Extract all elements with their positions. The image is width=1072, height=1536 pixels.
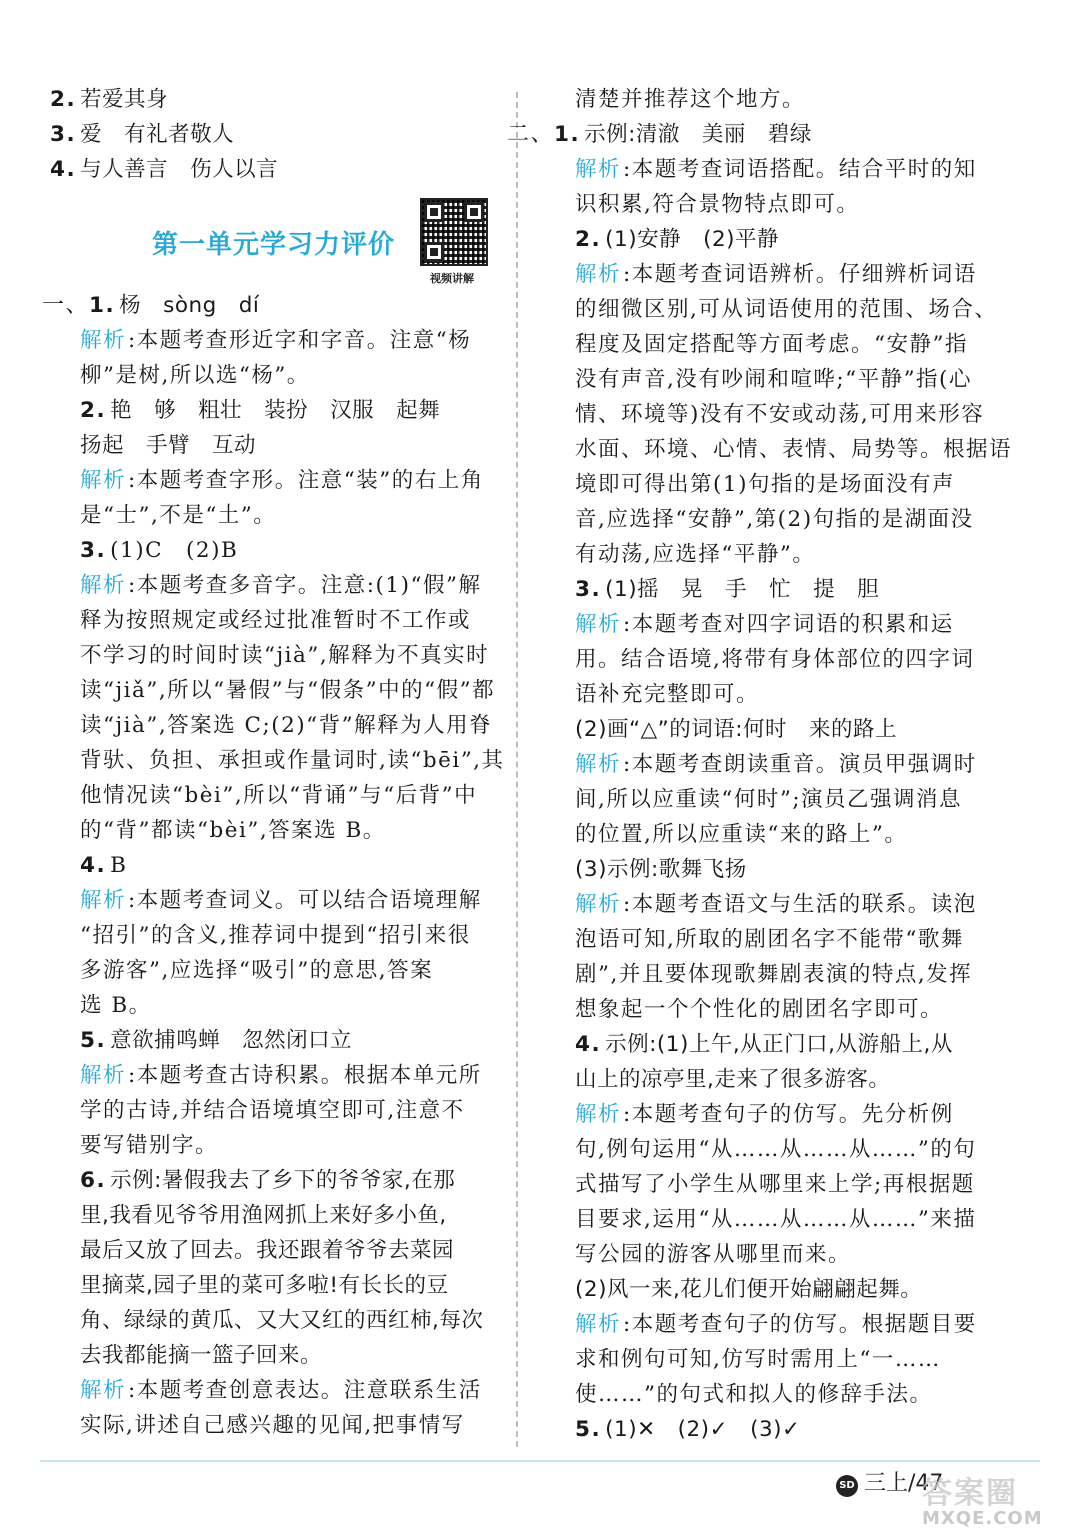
line-text: 杨 sòng dí — [119, 293, 260, 318]
line-text: 剧”,并且要体现歌舞剧表演的特点,发挥 — [575, 962, 973, 987]
analysis-line — [545, 152, 985, 187]
analysis-line — [50, 323, 490, 358]
line-text: 程度及固定搭配等方面考虑。“安静”指 — [575, 332, 968, 357]
answer-line — [545, 782, 985, 817]
analysis-label: 解析 — [80, 468, 127, 493]
answer-line — [50, 1198, 490, 1233]
answer-line — [545, 1272, 985, 1307]
line-text: 选 B。 — [80, 993, 152, 1018]
answer-line — [545, 467, 985, 502]
answer-line — [545, 817, 985, 852]
answer-line — [50, 1408, 490, 1443]
line-text: 水面、环境、心情、表情、局势等。根据语 — [575, 437, 1013, 462]
answer-line — [545, 397, 985, 432]
answer-line — [545, 1132, 985, 1167]
line-text: 柳”是树,所以选“杨”。 — [80, 363, 310, 388]
answer-line — [50, 533, 490, 568]
line-text: :本题考查词语搭配。结合平时的知 — [623, 157, 977, 182]
line-text: :本题考查语文与生活的联系。读泡 — [623, 892, 977, 917]
answer-line — [50, 498, 490, 533]
line-text: 意欲捕鸣蝉 忽然闭口立 — [110, 1028, 353, 1053]
analysis-label: 解析 — [575, 157, 622, 182]
analysis-label: 解析 — [575, 1312, 622, 1337]
answer-line — [545, 992, 985, 1027]
line-text: 要写错别字。 — [80, 1133, 219, 1158]
line-text: 清楚并推荐这个地方。 — [575, 87, 806, 112]
answer-line — [50, 1163, 490, 1198]
answer-line — [50, 393, 490, 428]
answer-line — [50, 848, 490, 883]
answer-line — [507, 117, 985, 152]
analysis-line — [545, 257, 985, 292]
answer-line — [545, 957, 985, 992]
answer-line — [50, 1268, 490, 1303]
left-answer-body — [42, 288, 505, 1443]
answer-line — [545, 677, 985, 712]
answer-line — [545, 292, 998, 327]
line-text: 里,我看见爷爷用渔网抓上来好多小鱼, — [80, 1203, 447, 1228]
line-text: :本题考查词义。可以结合语境理解 — [128, 888, 482, 913]
line-text: 最后又放了回去。我还跟着爷爷去菜园 — [80, 1238, 455, 1263]
line-text: 扬起 手臂 互动 — [80, 433, 257, 458]
line-text: (2)画“△”的词语:何时 来的路上 — [575, 717, 898, 742]
answer-line — [50, 778, 490, 813]
question-number: 6. — [80, 1168, 107, 1193]
answer-line — [50, 743, 505, 778]
line-text: 多游客”,应选择“吸引”的意思,答案 — [80, 958, 434, 983]
line-text: 语补充完整即可。 — [575, 682, 760, 707]
unit-heading: 第一单元学习力评价 — [152, 230, 396, 260]
left-column — [50, 82, 490, 187]
line-text: :本题考查朗读重音。演员甲强调时 — [623, 752, 977, 777]
section-number: 二、 — [507, 122, 555, 147]
analysis-label: 解析 — [80, 888, 127, 913]
line-text: 有动荡,应选择“平静”。 — [575, 542, 816, 567]
answer-line — [545, 712, 985, 747]
bottom-rule — [40, 1460, 1040, 1462]
answer-line — [50, 1093, 490, 1128]
line-text: :本题考查对四字词语的积累和运 — [623, 612, 954, 637]
line-text: :本题考查字形。注意“装”的右上角 — [128, 468, 484, 493]
analysis-line — [545, 747, 985, 782]
line-text: 的细微区别,可从词语使用的范围、场合、 — [575, 297, 998, 322]
analysis-label: 解析 — [575, 752, 622, 777]
question-number: 4. — [80, 853, 107, 878]
answer-line — [545, 1202, 985, 1237]
answer-line — [545, 1412, 985, 1447]
analysis-line — [50, 463, 490, 498]
answer-line — [545, 852, 985, 887]
right-answer-body — [507, 82, 1013, 1447]
answer-line: 4. 与人善言 伤人以言 — [50, 157, 279, 182]
line-text: :本题考查多音字。注意:(1)“假”解 — [128, 573, 482, 598]
answer-line — [545, 432, 1013, 467]
line-text: 间,所以应重读“何时”;演员乙强调消息 — [575, 787, 963, 812]
line-text: 背驮、负担、承担或作量词时,读“bēi”,其 — [80, 748, 505, 773]
answer-line — [50, 953, 490, 988]
page-number: 三上/47 — [864, 1471, 944, 1496]
question-number: 2. — [575, 227, 602, 252]
answer-line — [545, 502, 985, 537]
answer-line — [50, 1023, 490, 1058]
analysis-label: 解析 — [80, 1378, 127, 1403]
question-number: 1. — [89, 293, 116, 318]
line-text: 音,应选择“安静”,第(2)句指的是湖面没 — [575, 507, 974, 532]
answer-line: 3. 爱 有礼者敬人 — [50, 122, 235, 147]
line-text: 的“背”都读“bèi”,答案选 B。 — [80, 818, 386, 843]
line-text: :本题考查创意表达。注意联系生活 — [128, 1378, 482, 1403]
line-text: 示例:清澈 美丽 碧绿 — [584, 122, 812, 147]
analysis-label: 解析 — [80, 328, 127, 353]
line-text: B — [110, 853, 128, 878]
question-number: 4. — [575, 1032, 602, 1057]
line-text: 想象起一个个性化的剧团名字即可。 — [575, 997, 944, 1022]
line-text: “招引”的含义,推荐词中提到“招引来很 — [80, 923, 471, 948]
line-text: 情、环境等)没有不安或动荡,可用来形容 — [575, 402, 985, 427]
answer-line — [50, 638, 490, 673]
line-text: 境即可得出第(1)句指的是场面没有声 — [575, 472, 955, 497]
answer-line — [545, 187, 985, 222]
question-number: 1. — [554, 122, 581, 147]
answer-line — [545, 572, 985, 607]
analysis-line — [50, 1058, 490, 1093]
watermark — [922, 1468, 1062, 1530]
answer-line — [50, 428, 490, 463]
line-text: 泡语可知,所取的剧团名字不能带“歌舞 — [575, 927, 964, 952]
analysis-line — [545, 887, 985, 922]
answer-line — [50, 603, 490, 638]
line-text: 学的古诗,并结合语境填空即可,注意不 — [80, 1098, 465, 1123]
line-text: 不学习的时间时读“jià”,解释为不真实时 — [80, 643, 490, 668]
line-text: 式描写了小学生从哪里来上学;再根据题 — [575, 1172, 975, 1197]
line-text: :本题考查句子的仿写。根据题目要 — [623, 1312, 977, 1337]
line-text: (1)✕ (2)✓ (3)✓ — [605, 1417, 801, 1442]
line-text: 的位置,所以应重读“来的路上”。 — [575, 822, 908, 847]
section-number: 一、 — [42, 293, 90, 318]
analysis-label: 解析 — [80, 573, 127, 598]
publisher-badge: SD — [836, 1475, 858, 1497]
watermark-title: 答案圈 — [922, 1476, 1018, 1511]
answer-line — [545, 327, 985, 362]
line-text: :本题考查古诗积累。根据本单元所 — [128, 1063, 482, 1088]
line-text: 示例:暑假我去了乡下的爷爷家,在那 — [110, 1168, 456, 1193]
answer-line — [50, 1233, 490, 1268]
answer-line — [545, 362, 985, 397]
analysis-line — [50, 568, 490, 603]
line-text: (3)示例:歌舞飞扬 — [575, 857, 747, 882]
watermark-url: MXQE.COM — [922, 1508, 1043, 1529]
line-text: 角、绿绿的黄瓜、又大又红的西红柿,每次 — [80, 1308, 484, 1333]
analysis-line — [50, 883, 490, 918]
line-text: 句,例句运用“从……从……从……”的句 — [575, 1137, 977, 1162]
line-text: (1)安静 (2)平静 — [605, 227, 780, 252]
line-text: 读“jià”,答案选 C;(2)“背”解释为人用脊 — [80, 713, 493, 738]
answer-line — [545, 1027, 985, 1062]
line-text: 求和例句可知,仿写时需用上“一…… — [575, 1347, 941, 1372]
line-text: 识积累,符合景物特点即可。 — [575, 192, 860, 217]
answer-line — [545, 1062, 985, 1097]
analysis-label: 解析 — [80, 1063, 127, 1088]
line-text: (2)风一来,花儿们便开始翩翩起舞。 — [575, 1277, 923, 1302]
analysis-label: 解析 — [575, 612, 622, 637]
question-number: 2. — [80, 398, 107, 423]
line-text: (1)C (2)B — [110, 538, 239, 563]
line-text: :本题考查形近字和字音。注意“杨 — [128, 328, 472, 353]
qr-code-icon[interactable] — [420, 198, 488, 266]
line-text: 艳 够 粗壮 装扮 汉服 起舞 — [110, 398, 441, 423]
answer-line — [50, 1338, 490, 1373]
line-text: 是“士”,不是“土”。 — [80, 503, 277, 528]
analysis-label: 解析 — [575, 262, 622, 287]
line-text: 目要求,运用“从……从……从……”来描 — [575, 1207, 977, 1232]
answer-line — [50, 1128, 490, 1163]
answer-line — [545, 222, 985, 257]
line-text: 没有声音,没有吵闹和喧哗;“平静”指(心 — [575, 367, 972, 392]
answer-line — [42, 288, 490, 323]
question-number: 3. — [80, 538, 107, 563]
line-text: 释为按照规定或经过批准暂时不工作或 — [80, 608, 472, 633]
qr-finder — [464, 202, 484, 222]
answer-line — [545, 537, 985, 572]
analysis-line — [545, 1307, 985, 1342]
analysis-label: 解析 — [575, 1102, 622, 1127]
line-text: 读“jiǎ”,所以“暑假”与“假条”中的“假”都 — [80, 678, 496, 703]
answer-line — [50, 1303, 490, 1338]
analysis-line — [50, 1373, 490, 1408]
answer-line — [545, 1342, 985, 1377]
analysis-line — [545, 607, 985, 642]
line-text: 实际,讲述自己感兴趣的见闻,把事情写 — [80, 1413, 465, 1438]
line-text: 他情况读“bèi”,所以“背诵”与“后背”中 — [80, 783, 478, 808]
question-number: 5. — [80, 1028, 107, 1053]
answer-line — [50, 673, 496, 708]
question-number: 3. — [575, 577, 602, 602]
answer-line — [545, 82, 985, 117]
answer-line — [545, 642, 985, 677]
line-text: 使……”的句式和拟人的修辞手法。 — [575, 1382, 933, 1407]
answer-line: 2. 若爱其身 — [50, 87, 169, 112]
line-text: :本题考查词语辨析。仔细辨析词语 — [623, 262, 977, 287]
line-text: :本题考查句子的仿写。先分析例 — [623, 1102, 954, 1127]
answer-line — [50, 918, 490, 953]
analysis-label: 解析 — [575, 892, 622, 917]
answer-line — [545, 922, 985, 957]
answer-line — [50, 358, 490, 393]
line-text: 写公园的游客从哪里而来。 — [575, 1242, 852, 1267]
answer-line — [50, 813, 490, 848]
line-text: 用。结合语境,将带有身体部位的四字词 — [575, 647, 975, 672]
qr-caption: 视频讲解 — [430, 272, 474, 285]
question-number: 5. — [575, 1417, 602, 1442]
column-divider — [516, 92, 518, 1447]
analysis-line — [545, 1097, 985, 1132]
line-text: 里摘菜,园子里的菜可多啦!有长长的豆 — [80, 1273, 449, 1298]
line-text: 山上的凉亭里,走来了很多游客。 — [575, 1067, 891, 1092]
qr-finder — [424, 242, 444, 262]
line-text: 示例:(1)上午,从正门口,从游船上,从 — [605, 1032, 953, 1057]
answer-line — [545, 1237, 985, 1272]
answer-line — [50, 708, 493, 743]
answer-line — [545, 1377, 985, 1412]
qr-finder — [424, 202, 444, 222]
answer-line — [50, 988, 490, 1023]
answer-line — [545, 1167, 985, 1202]
line-text: (1)摇 晃 手 忙 提 胆 — [605, 577, 880, 602]
line-text: 去我都能摘一篮子回来。 — [80, 1343, 323, 1368]
